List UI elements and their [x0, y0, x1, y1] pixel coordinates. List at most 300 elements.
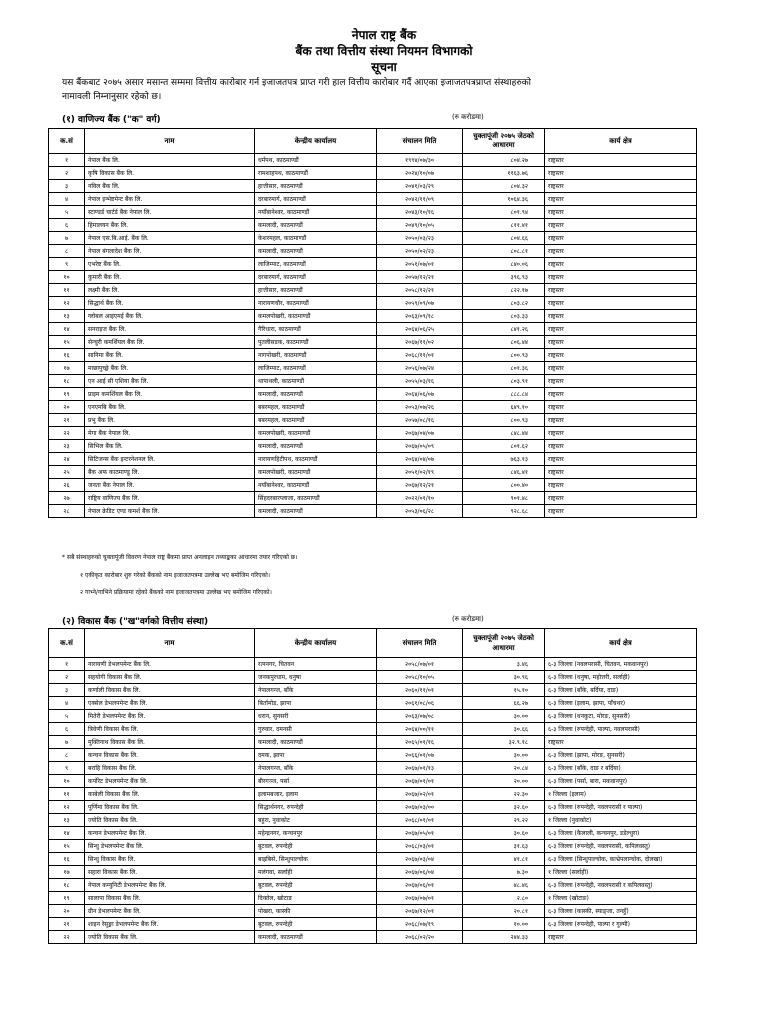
cell-date: २०६५/०१/१६: [377, 736, 463, 749]
cell-capital: ८४६.४१: [463, 466, 545, 479]
cell-name: कर्पोरेट डेभलपमेन्ट बैंक लि.: [85, 775, 255, 788]
cell-area: ६-३ जिल्ला (रुपन्देही, पाल्पा र गुल्मी): [545, 918, 697, 931]
cell-sn: ७: [49, 232, 85, 245]
cell-capital: ८२२.१७: [463, 284, 545, 297]
col-header-date: संचालन मिति: [377, 129, 463, 154]
table-row: [49, 736, 697, 749]
cell-name: नेपाल एस.बि.आई. बैंक लि.: [85, 232, 255, 245]
col-header-name: नाम: [85, 629, 255, 658]
cell-capital: ८०४.२७: [463, 154, 545, 167]
cell-name: सालापा विकास बैंक लि.: [85, 892, 255, 905]
cell-office: बबरमहल, काठमाण्डौं: [255, 414, 377, 427]
cell-sn: २: [49, 671, 85, 684]
cell-sn: ४: [49, 193, 85, 206]
cell-capital: ८०३.३३: [463, 310, 545, 323]
cell-capital: १०.००: [463, 918, 545, 931]
table-row: [49, 788, 697, 801]
table-row: [49, 271, 697, 284]
cell-sn: १: [49, 154, 85, 167]
cell-capital: २.८०: [463, 892, 545, 905]
cell-sn: १५: [49, 840, 85, 853]
cell-capital: ८११.४१: [463, 219, 545, 232]
cell-sn: १९: [49, 388, 85, 401]
cell-sn: ६: [49, 723, 85, 736]
cell-area: राष्ट्रस्तर: [545, 414, 697, 427]
cell-date: २०५७/०८/१६: [377, 414, 463, 427]
cell-capital: ८०१.९४: [463, 206, 545, 219]
cell-date: २०६४/०६/०७: [377, 388, 463, 401]
cell-capital: ३२.६०: [463, 801, 545, 814]
col-header-area: कार्य क्षेत्र: [545, 129, 697, 154]
col-header-date: संचालन मिति: [377, 629, 463, 658]
cell-capital: ९०१.४८: [463, 492, 545, 505]
cell-sn: २२: [49, 427, 85, 440]
cell-name: एभरेष्ट बैंक लि.: [85, 258, 255, 271]
cell-area: राष्ट्रस्तर: [545, 492, 697, 505]
cell-area: राष्ट्रस्तर: [545, 336, 697, 349]
cell-sn: ११: [49, 284, 85, 297]
cell-name: जनता बैंक नेपाल लि.: [85, 479, 255, 492]
cell-name: सनराइज बैंक लि.: [85, 323, 255, 336]
table-row: [49, 440, 697, 453]
cell-capital: ८४१.२६: [463, 323, 545, 336]
cell-sn: ७: [49, 736, 85, 749]
cell-area: राष्ट्रस्तर: [545, 271, 697, 284]
cell-name: नारायणी डेभलपमेन्ट बैंक लि.: [85, 658, 255, 671]
cell-name: हिमालयन बैंक लि.: [85, 219, 255, 232]
table-row: [49, 801, 697, 814]
cell-area: ६-३ जिल्ला (धनकुटा, मोरङ, सुनसरी): [545, 710, 697, 723]
cell-date: २०६८/०१/०१: [377, 814, 463, 827]
cell-area: ६-३ जिल्ला (रुपन्देही, नवलपरासी, कपिलवस्तु): [545, 840, 697, 853]
cell-date: २०६१/०८/०६: [377, 697, 463, 710]
section-2-title: (२) विकास बैंक ("ख"वर्गको वित्तीय संस्था): [62, 617, 209, 627]
cell-date: २०५८/१०/०५: [377, 671, 463, 684]
cell-name: पूर्णिमा विकास बैंक लि.: [85, 801, 255, 814]
cell-sn: ५: [49, 710, 85, 723]
cell-area: ६-३ जिल्ला (इलाम, झापा, पाँचथर): [545, 697, 697, 710]
cell-name: सिटिजन्स बैंक इन्टरनेशनल लि.: [85, 453, 255, 466]
cell-name: मेगा बैंक नेपाल लि.: [85, 427, 255, 440]
cell-area: राष्ट्रस्तर: [545, 427, 697, 440]
cell-capital: ३२.९.१८: [463, 736, 545, 749]
cell-date: २०६७/१२/२१: [377, 479, 463, 492]
cell-sn: ६: [49, 219, 85, 232]
cell-office: इलामबजार, इलाम: [255, 788, 377, 801]
cell-area: राष्ट्रस्तर: [545, 401, 697, 414]
cell-capital: ३०.००: [463, 710, 545, 723]
cell-area: राष्ट्रस्तर: [545, 440, 697, 453]
cell-capital: ३०.६६: [463, 723, 545, 736]
cell-date: २०६७/१२/०१: [377, 905, 463, 918]
cell-area: राष्ट्रस्तर: [545, 297, 697, 310]
cell-capital: ११६३.७६: [463, 167, 545, 180]
col-header-capital: चुक्तापूंजी २०७५ जेठको आधारमा: [463, 629, 545, 658]
cell-date: २०४९/१०/०५: [377, 219, 463, 232]
cell-area: राष्ट्रस्तर: [545, 180, 697, 193]
table-row: [49, 853, 697, 866]
table-row: [49, 362, 697, 375]
cell-area: ६-३ जिल्ला (नवलपरासी, चितवन, मकवानपुर): [545, 658, 697, 671]
cell-sn: ८: [49, 749, 85, 762]
cell-capital: ८०१.६२: [463, 440, 545, 453]
commercial-banks-table: [48, 128, 697, 518]
cell-date: २०४२/११/०९: [377, 193, 463, 206]
table-row: [49, 427, 697, 440]
table-row: [49, 245, 697, 258]
col-header-capital: चुक्तापूंजी २०७५ जेठको आधारमा: [463, 129, 545, 154]
table-row: [49, 684, 697, 697]
cell-area: राष्ट्रस्तर: [545, 736, 697, 749]
cell-name: ज्योति विकास बैंक लि.: [85, 931, 255, 944]
cell-sn: १२: [49, 297, 85, 310]
cell-area: ६-३ जिल्ला (बाँके, दाङ र बर्दिया): [545, 762, 697, 775]
cell-capital: ६६.२७: [463, 697, 545, 710]
cell-sn: १३: [49, 814, 85, 827]
table-row: [49, 414, 697, 427]
cell-sn: १७: [49, 362, 85, 375]
cell-office: कमलादी, काठमाण्डौं: [255, 219, 377, 232]
cell-date: २०६८/११/०१: [377, 349, 463, 362]
cell-capital: २२.३०: [463, 788, 545, 801]
cell-capital: ८०४.६६: [463, 232, 545, 245]
cell-capital: ६४९.१०: [463, 401, 545, 414]
cell-office: सिंहदरबारप्लाजा, काठमाण्डौं: [255, 492, 377, 505]
cell-date: २०५७/१२/२१: [377, 271, 463, 284]
cell-office: दरबारमार्ग, काठमाण्डौं: [255, 271, 377, 284]
cell-name: नेपाल बंगलादेश बैंक लि.: [85, 245, 255, 258]
cell-date: २०६७/११/०२: [377, 336, 463, 349]
cell-date: १९९४/०७/३०: [377, 154, 463, 167]
cell-date: २०५०/०३/२३: [377, 232, 463, 245]
cell-office: मलंगवा, सर्लाही: [255, 866, 377, 879]
table-row: [49, 827, 697, 840]
cell-name: कुमारी बैंक लि.: [85, 271, 255, 284]
development-banks-table: [48, 628, 697, 944]
cell-date: २०५१/०२/१९: [377, 466, 463, 479]
cell-office: हात्तीसार, काठमाण्डौं: [255, 284, 377, 297]
cell-sn: ९: [49, 258, 85, 271]
cell-sn: २८: [49, 505, 85, 518]
cell-sn: ३: [49, 180, 85, 193]
cell-date: २०५६/०७/२४: [377, 362, 463, 375]
cell-capital: ८०४.३२: [463, 180, 545, 193]
cell-date: २०६७/०६/०४: [377, 866, 463, 879]
cell-date: २०४३/१०/१६: [377, 206, 463, 219]
cell-office: पुतलीसडक, काठमाण्डौं: [255, 336, 377, 349]
cell-date: २०६७/०२/०१: [377, 788, 463, 801]
cell-office: हात्तीसार, काठमाण्डौं: [255, 180, 377, 193]
footnote-1: १ एकीकृत कारोबार शुरु गरेको बैंकको नाम इजाजतपत्रमा उल्लेख भए बमोजिम गरिएको।: [80, 572, 271, 579]
cell-sn: १७: [49, 866, 85, 879]
table-row: [49, 505, 697, 518]
cell-sn: २२: [49, 931, 85, 944]
cell-date: २०६४/०४/०७: [377, 453, 463, 466]
cell-name: सहारा विकास बैंक लि.: [85, 866, 255, 879]
cell-sn: २४: [49, 453, 85, 466]
cell-date: २०६७/०१/१३: [377, 762, 463, 775]
cell-date: २०६०/११/०१: [377, 684, 463, 697]
table-row: [49, 905, 697, 918]
cell-office: सिद्धार्थनगर, रुपन्देही: [255, 801, 377, 814]
page-title-org: नेपाल राष्ट्र बैंक: [351, 28, 417, 42]
section-1-title: (१) वाणिज्य बैंक ("क" वर्ग): [62, 115, 161, 125]
footnote-star: * सबै संस्थाहरुको चुक्तापूंजी विवरण नेपाल राष्ट्र बैंकमा प्राप्त अनलाइन तथ्याङ्कका आधारमा तयार गरिएको छ।: [62, 554, 298, 561]
cell-date: २०२४/१०/०७: [377, 167, 463, 180]
cell-date: २०२२/०१/१०: [377, 492, 463, 505]
cell-name: सिन्धु विकास बैंक लि.: [85, 853, 255, 866]
cell-sn: १६: [49, 349, 85, 362]
cell-name: प्रभु बैंक लि.: [85, 414, 255, 427]
cell-name: ग्रीन डेभलपमेन्ट बैंक लि.: [85, 905, 255, 918]
cell-area: राष्ट्रस्तर: [545, 362, 697, 375]
col-header-office: केन्द्रीय कार्यालय: [255, 129, 377, 154]
cell-date: २०६३/०९/१८: [377, 310, 463, 323]
cell-area: राष्ट्रस्तर: [545, 193, 697, 206]
cell-area: राष्ट्रस्तर: [545, 232, 697, 245]
cell-office: नयाँबानेश्वर, काठमाण्डौं: [255, 479, 377, 492]
cell-date: २०६४/००/११: [377, 723, 463, 736]
cell-capital: २९.२२: [463, 814, 545, 827]
intro-line-1: यस बैंकबाट २०७५ असार मसान्त सम्ममा वित्तीय कारोबार गर्न इजाजतपत्र प्राप्त गरी हाल वित्तीय कारोबार गर्दै आएका इजाजतपत्रप्राप्त संस्थाहरुको: [62, 78, 531, 88]
table-row: [49, 892, 697, 905]
table-row: [49, 297, 697, 310]
table-row: [49, 336, 697, 349]
cell-date: २०६४/०६/२५: [377, 323, 463, 336]
cell-name: सानिमा बैंक लि.: [85, 349, 255, 362]
cell-capital: ३९६.९३: [463, 271, 545, 284]
cell-area: ६-३ जिल्ला (कास्की, स्याङ्जा, तनहुँ): [545, 905, 697, 918]
cell-area: ६-३ जिल्ला (सिन्धुपाल्चोक, काभ्रेपलान्चोक, दोलखा): [545, 853, 697, 866]
table-row: [49, 232, 697, 245]
table-row: [49, 775, 697, 788]
cell-area: राष्ट्रस्तर: [545, 258, 697, 271]
cell-capital: ४८.४६: [463, 879, 545, 892]
cell-office: बबरमहल, काठमाण्डौं: [255, 401, 377, 414]
cell-name: राष्ट्रिय वाणिज्य बैंक लि.: [85, 492, 255, 505]
col-header-name: नाम: [85, 129, 255, 154]
cell-area: राष्ट्रस्तर: [545, 310, 697, 323]
table-row: [49, 866, 697, 879]
cell-date: २०६८/०३/०१: [377, 840, 463, 853]
cell-name: मुक्तिनाथ विकास बैंक लि.: [85, 736, 255, 749]
table-row: [49, 879, 697, 892]
table-row: [49, 388, 697, 401]
cell-name: सिन्धु डेभलपमेन्ट बैंक लि.: [85, 840, 255, 853]
cell-capital: ८४०.०६: [463, 258, 545, 271]
cell-date: २०६७/०३/०४: [377, 853, 463, 866]
cell-area: राष्ट्रस्तर: [545, 479, 697, 492]
cell-office: महेन्द्रनगर, कन्चनपुर: [255, 827, 377, 840]
cell-area: ६-३ जिल्ला (कैलाली, कन्चनपुर, डडेल्धुरा): [545, 827, 697, 840]
cell-name: बराहि विकास बैंक लि.: [85, 762, 255, 775]
cell-area: राष्ट्रस्तर: [545, 505, 697, 518]
cell-office: लाजिम्पाट, काठमाण्डौं: [255, 362, 377, 375]
cell-name: कन्चन डेभलपमेन्ट बैंक लि.: [85, 827, 255, 840]
cell-sn: १३: [49, 310, 85, 323]
table-row: [49, 453, 697, 466]
table-row: [49, 219, 697, 232]
cell-area: १ जिल्ला (सर्लाही): [545, 866, 697, 879]
table-row: [49, 658, 697, 671]
col-header-sn: क.सं: [49, 129, 85, 154]
table-row: [49, 697, 697, 710]
section-1-unit: (रु करोडमा): [452, 113, 484, 121]
table-row: [49, 284, 697, 297]
cell-office: दिक्तेल, खोटाङ: [255, 892, 377, 905]
cell-office: कमलपोखरी, काठमाण्डौं: [255, 310, 377, 323]
cell-office: धरान, सुनसरी: [255, 710, 377, 723]
cell-capital: ८०६.४४: [463, 336, 545, 349]
table-row: [49, 671, 697, 684]
cell-office: बाह्रबिसे, सिन्धुपाल्चोक: [255, 853, 377, 866]
cell-area: राष्ट्रस्तर: [545, 931, 697, 944]
cell-office: रामशाहपथ, काठमाण्डौं: [255, 167, 377, 180]
cell-area: राष्ट्रस्तर: [545, 219, 697, 232]
intro-line-2: नामावली निम्नानुसार रहेको छ।: [62, 92, 162, 102]
cell-date: २०५९/०९/०७: [377, 297, 463, 310]
cell-office: लाजिम्पाट, काठमाण्डौं: [255, 258, 377, 271]
cell-capital: ३.४६: [463, 658, 545, 671]
table-row: [49, 349, 697, 362]
cell-name: एन आई सी एशिया बैंक लि.: [85, 375, 255, 388]
cell-capital: ७६३.१३: [463, 453, 545, 466]
cell-office: बीरगञ्ज, पर्सा: [255, 775, 377, 788]
cell-office: नयाँबानेश्वर, काठमाण्डौं: [255, 206, 377, 219]
intro-text: [62, 76, 722, 104]
cell-area: राष्ट्रस्तर: [545, 349, 697, 362]
table-row: [49, 310, 697, 323]
cell-area: ६-३ जिल्ला (बाँके, बर्दिया, दाङ): [545, 684, 697, 697]
table-row: [49, 918, 697, 931]
table-row: [49, 258, 697, 271]
cell-date: २०५८/१२/२१: [377, 284, 463, 297]
cell-area: राष्ट्रस्तर: [545, 375, 697, 388]
cell-office: दमक, झापा: [255, 749, 377, 762]
cell-name: एनएमबि बैंक लि.: [85, 401, 255, 414]
cell-name: नेपाल बैंक लि.: [85, 154, 255, 167]
table-row: [49, 193, 697, 206]
cell-office: कमलादी, काठमाण्डौं: [255, 505, 377, 518]
col-header-office: केन्द्रीय कार्यालय: [255, 629, 377, 658]
cell-date: २०६७/०४/०७: [377, 427, 463, 440]
cell-sn: ५: [49, 206, 85, 219]
cell-capital: ७.३०: [463, 866, 545, 879]
cell-date: २०५३/०६/२८: [377, 505, 463, 518]
cell-name: सिद्धार्थ बैंक लि.: [85, 297, 255, 310]
cell-name: नेपाल इन्भेष्टमेन्ट बैंक लि.: [85, 193, 255, 206]
cell-sn: ४: [49, 697, 85, 710]
cell-office: कमलादी, काठमाण्डौं: [255, 245, 377, 258]
cell-capital: २०.८४: [463, 762, 545, 775]
cell-capital: २०.००: [463, 775, 545, 788]
cell-date: २०६७/०३/००: [377, 801, 463, 814]
cell-date: २०५५/०३/१६: [377, 375, 463, 388]
cell-office: रत्ननगर, चितवन: [255, 658, 377, 671]
cell-sn: १८: [49, 879, 85, 892]
cell-office: पोखरा, कास्की: [255, 905, 377, 918]
cell-sn: १: [49, 658, 85, 671]
cell-area: ६-३ जिल्ला (रुपन्देही, नवलपरासी र कपिलवस्तु): [545, 879, 697, 892]
cell-capital: ८०३.९१: [463, 375, 545, 388]
cell-capital: ३१.६३: [463, 840, 545, 853]
cell-date: २०५०/०२/२३: [377, 245, 463, 258]
cell-office: कमलादी, काठमाण्डौं: [255, 440, 377, 453]
cell-sn: १८: [49, 375, 85, 388]
cell-sn: २७: [49, 492, 85, 505]
cell-capital: ८०८.८१: [463, 245, 545, 258]
cell-sn: २३: [49, 440, 85, 453]
cell-office: बुटवल, रुपन्देही: [255, 879, 377, 892]
table-row: [49, 323, 697, 336]
cell-area: राष्ट्रस्तर: [545, 284, 697, 297]
col-header-sn: क.सं: [49, 629, 85, 658]
section-2-unit: (रु करोडमा): [452, 615, 484, 623]
cell-sn: २१: [49, 414, 85, 427]
cell-sn: १४: [49, 827, 85, 840]
cell-name: नविल बैंक लि.: [85, 180, 255, 193]
cell-date: २०६७/०१/०१: [377, 775, 463, 788]
cell-area: ६-३ जिल्ला (पर्सा, बारा, मकवानपुर): [545, 775, 697, 788]
cell-date: २०६७/०५/०९: [377, 440, 463, 453]
cell-office: कमलपोखरी, काठमाण्डौं: [255, 427, 377, 440]
cell-area: राष्ट्रस्तर: [545, 245, 697, 258]
cell-sn: १९: [49, 892, 85, 905]
cell-sn: १४: [49, 323, 85, 336]
cell-capital: २४४.३३: [463, 931, 545, 944]
cell-office: धर्मपथ, काठमाण्डौं: [255, 154, 377, 167]
cell-sn: २५: [49, 466, 85, 479]
cell-area: १ जिल्ला (नुवाकोट): [545, 814, 697, 827]
cell-name: मितेरी डेभलपमेन्ट बैंक लि.: [85, 710, 255, 723]
cell-area: ६-३ जिल्ला (धनुषा, महोत्तरी, सर्लाही): [545, 671, 697, 684]
cell-name: ग्लोबल आइएमई बैंक लि.: [85, 310, 255, 323]
table-row: [49, 492, 697, 505]
cell-sn: १०: [49, 271, 85, 284]
cell-office: बुटवल, रुपन्देही: [255, 840, 377, 853]
cell-capital: ८०१.३६: [463, 362, 545, 375]
cell-name: लक्ष्मी बैंक लि.: [85, 284, 255, 297]
cell-office: गुरुवार, दमनसी: [255, 723, 377, 736]
cell-office: कमलादी, काठमाण्डौं: [255, 388, 377, 401]
cell-name: प्राइम कमर्शियल बैंक लि.: [85, 388, 255, 401]
cell-sn: २०: [49, 905, 85, 918]
cell-sn: ८: [49, 245, 85, 258]
cell-date: २०६७/०६/०१: [377, 879, 463, 892]
cell-sn: ११: [49, 788, 85, 801]
cell-name: त्रिवेणी विकास बैंक लि.: [85, 723, 255, 736]
table-row: [49, 749, 697, 762]
cell-sn: १२: [49, 801, 85, 814]
cell-capital: ३०.६०: [463, 827, 545, 840]
cell-area: राष्ट्रस्तर: [545, 167, 697, 180]
cell-capital: ९२८.६८: [463, 505, 545, 518]
cell-capital: २०.८१: [463, 905, 545, 918]
table-row: [49, 931, 697, 944]
cell-sn: १५: [49, 336, 85, 349]
page-title-department: बैंक तथा वित्तीय संस्था नियमन विभागको: [295, 44, 473, 58]
cell-sn: २६: [49, 479, 85, 492]
cell-name: काबेली विकास बैंक लि.: [85, 788, 255, 801]
cell-capital: ८००.४०: [463, 479, 545, 492]
cell-capital: ३०.००: [463, 749, 545, 762]
cell-office: गैरिधारा, काठमाण्डौं: [255, 323, 377, 336]
cell-office: नारायणहिटीपथ, काठमाण्डौं: [255, 453, 377, 466]
cell-office: कमलादी, काठमाण्डौं: [255, 931, 377, 944]
cell-office: जनकपुरधाम, धनुषा: [255, 671, 377, 684]
cell-sn: १०: [49, 775, 85, 788]
cell-area: राष्ट्रस्तर: [545, 453, 697, 466]
